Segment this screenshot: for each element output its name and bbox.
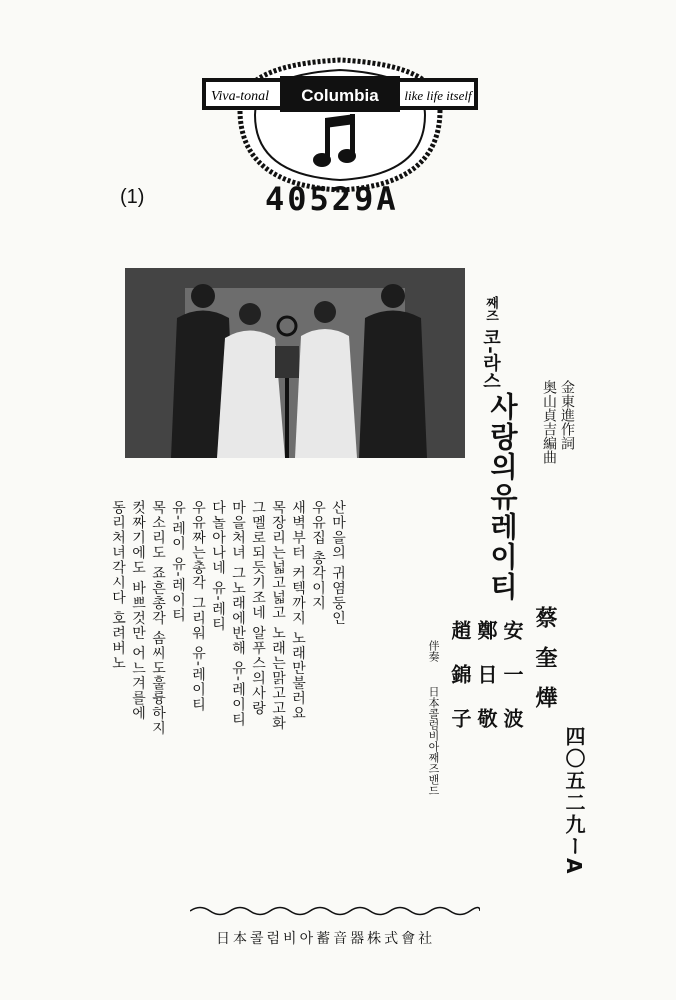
record-number: 40529A	[265, 180, 399, 218]
credits	[540, 380, 576, 464]
columbia-logo	[200, 40, 480, 200]
song-genre	[478, 296, 502, 390]
lyrics-block	[108, 500, 348, 830]
catalog-vertical: 四〇五二九ーA	[562, 726, 586, 876]
credit-lyricist: 金東進作詞	[559, 380, 575, 450]
singer-2: 鄭日敬	[474, 620, 498, 752]
singer-3: 趙錦子	[448, 620, 472, 752]
lyric-line: 다놀아나네 유-레티	[210, 500, 226, 632]
lyric-line: 동리처녀각시다 호려버노	[110, 500, 126, 671]
lyric-line: 목소리도 죠흔총각 솜씨도훌륭하지	[150, 500, 166, 736]
wave-divider	[190, 900, 480, 922]
performance-label: 伴奏	[427, 640, 440, 662]
performance	[426, 640, 440, 796]
logo-right-text: like life itself	[404, 88, 472, 103]
lyric-line: 산마을의 귀염둥인	[330, 500, 346, 626]
lyric-line: 새벽부터 커텍까지 노래만불러요	[290, 500, 306, 721]
lyric-line: 마을처녀 그노래에반해 유-레이티	[230, 500, 246, 727]
lead-singer: 蔡奎燁	[532, 606, 558, 726]
genre-name: 코-라스	[480, 328, 501, 390]
genre-label: 째즈	[483, 296, 498, 322]
lyric-line: 그멜로되듯기조네 알푸스의사랑	[250, 500, 266, 716]
credit-arranger: 奥山貞吉編曲	[541, 380, 557, 464]
logo-brand: Columbia	[301, 86, 379, 105]
singer-1: 安一波	[500, 620, 524, 752]
lyric-line: 우유짜는총각 그리워 유-레이티	[190, 500, 206, 712]
side-number: (1)	[120, 186, 145, 208]
orchestra-name: 日本콜럼비아째즈밴드	[427, 685, 440, 796]
song-title: 사랑의유레이티	[486, 392, 519, 602]
manufacturer: 日本콜럼비아蓄音器株式會社	[216, 931, 436, 947]
lyric-line: 우유집 총각이지	[310, 500, 326, 611]
lyric-line: 컷짜기에도 바쁘것만 어느겨를에	[130, 500, 146, 721]
lyric-line: 목장리는넓고넓고 노래는맑고고화	[270, 500, 286, 731]
performers-photo	[125, 268, 465, 458]
lyric-line: 유-레이 유-레이티	[170, 500, 186, 623]
logo-left-text: Viva-tonal	[210, 89, 270, 104]
